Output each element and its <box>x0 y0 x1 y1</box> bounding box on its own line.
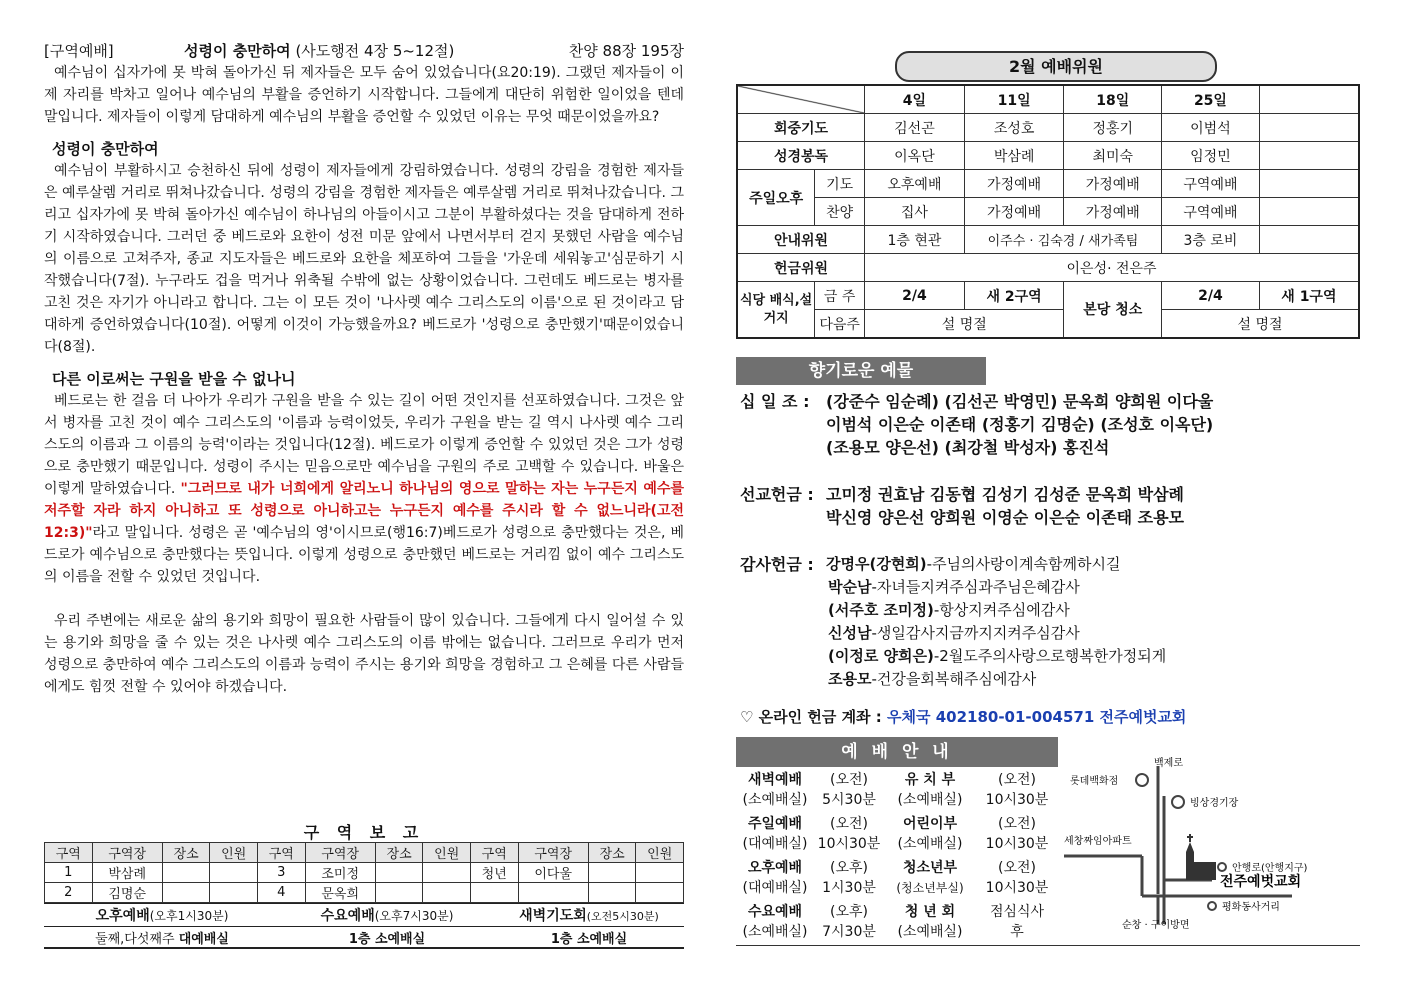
cell: 조미정 <box>305 863 375 883</box>
place-afternoon <box>44 928 280 947</box>
offering-title: 향기로운 예물 <box>736 357 986 385</box>
empty-cell <box>1259 85 1359 114</box>
thanks-label: 감사헌금 : <box>740 555 814 574</box>
col-header: 구역장 <box>92 843 162 863</box>
cell: 설 명절 <box>865 310 1064 339</box>
time: 10시30분 <box>985 880 1049 896</box>
thanks-entry <box>740 599 1360 622</box>
cell <box>518 883 588 903</box>
worship-committee-table <box>736 84 1360 339</box>
cell: 가정예배 <box>1064 170 1162 198</box>
ampm: (오전) <box>998 772 1036 788</box>
row-label: 성경봉독 <box>737 142 865 170</box>
service-name: 오후예배 <box>95 908 150 924</box>
cell: 이범석 <box>1162 114 1260 142</box>
service-name: 새벽기도회 <box>519 908 587 924</box>
cell <box>423 883 471 903</box>
cell: 최미숙 <box>1064 142 1162 170</box>
worship-guide-table <box>736 768 1058 944</box>
table-row <box>736 900 1058 944</box>
sub-label: 찬양 <box>815 198 865 226</box>
district-table <box>44 842 684 903</box>
label-baekje: 백제로 <box>1154 758 1183 769</box>
thanks-section <box>740 553 1360 691</box>
row-label: 주일오후 <box>737 170 815 226</box>
section-label: [구역예배] <box>44 42 114 60</box>
thanks-entry <box>740 668 1360 691</box>
col-header: 구역 <box>257 843 305 863</box>
table-row <box>737 310 1359 339</box>
sermon-paragraph-3 <box>44 390 684 588</box>
ampm: (오후) <box>830 904 868 920</box>
crossing-marker-icon <box>1208 902 1216 910</box>
road-marker-icon <box>1218 863 1226 871</box>
ampm: (오전) <box>830 772 868 788</box>
cell: 박삼례 <box>92 863 162 883</box>
cell: 구역예배 <box>1162 170 1260 198</box>
note: -항상지켜주심에감사 <box>933 601 1070 619</box>
cell: 새 2구역 <box>964 282 1064 310</box>
district-report <box>44 820 684 949</box>
row-label: 안내위원 <box>737 226 865 254</box>
cell <box>814 812 884 856</box>
cell: 이옥단 <box>865 142 965 170</box>
cell: 2 <box>45 883 93 903</box>
col-header: 구역장 <box>518 843 588 863</box>
table-row <box>736 856 1058 900</box>
cell <box>736 768 814 812</box>
sermon-paragraph-2: 예수님이 부활하시고 승천하신 뒤에 성령이 제자들에게 강림하였습니다. 성령의 강림을 경험한 제자들은 예루살렘 거리로 뛰쳐나갔습니다. 성령의 강림을 경험한 제자들은 예루살렘 거리로 뛰쳐나갔습니다. 그리고 십자가에 못 박혀 돌아가신 예수님이 하나님의 아들이시고 그분이 부활하셨다는 것을 담대하게 전하기 시작하였습니다. 그러던 중 베드로와 요한이 성전 미문 앞에서 나면서부터 걷지 못했던 사람을 예수님의 이름으로 고쳐주자, 종교 지도자들은 베드로와 요한을 체포하여 그들을 '가운데 세워놓고'심문하기 시작했습니다(7절). 누구라도 겁을 먹거나 위축될 수밖에 없는 상황이었습니다. 그런데도 베드로는 병자를 고친 것은 자기가 아니라고 합니다. 그는 이 모든 것이 '나사렛 예수 그리스도의 이름'으로 된 것이라고 담대하게 증언하였습니다(10절). 어떻게 이것이 가능했을까요? 베드로가 '성령으로 충만했기'때문이었습니다(8절). <box>44 163 684 355</box>
cell: 집사 <box>865 198 965 226</box>
service-place: (청소년부실) <box>896 881 964 895</box>
tithe-names: (조용모 양은선) (최강철 박성자) 홍진석 <box>826 438 1110 457</box>
mission-section <box>740 483 1360 529</box>
time: 10시30분 <box>985 836 1049 852</box>
table-row <box>737 254 1359 282</box>
col-header: 구역 <box>470 843 518 863</box>
cell <box>375 863 423 883</box>
cell <box>162 863 210 883</box>
service-afternoon <box>44 905 280 925</box>
service-place: (대예배실) <box>742 880 808 896</box>
place-wednesday <box>280 928 494 947</box>
cell <box>884 812 976 856</box>
service-name: 새벽예배 <box>747 772 803 788</box>
col-header: 장소 <box>375 843 423 863</box>
cell <box>423 863 471 883</box>
service-wednesday <box>280 905 494 925</box>
service-name: 청 년 회 <box>904 904 956 920</box>
time: 1시30분 <box>822 880 876 896</box>
col-header: 인원 <box>423 843 471 863</box>
service-time: (오전5시30분) <box>586 910 659 923</box>
paragraph-3-end: 라고 말입니다. 성령은 곧 '예수님의 영'이시므로(행16:7)베드로가 성령으로 충만했다는 것은, 베드로가 예수님으로 충만했다는 뜻입니다. 이렇게 성령으로 충만했던 베드로는 거리낌 없이 예수 그리스도의 이름을 전할 수 있었던 것입니다. <box>44 525 684 585</box>
date-cell: 11일 <box>964 85 1064 114</box>
date-cell: 25일 <box>1162 85 1260 114</box>
cell: 가정예배 <box>1064 198 1162 226</box>
cell <box>588 883 636 903</box>
cell: 가정예배 <box>964 170 1064 198</box>
date-row <box>737 85 1359 114</box>
cell: 새 1구역 <box>1259 282 1359 310</box>
empty-cell <box>1259 198 1359 226</box>
cell <box>470 883 518 903</box>
label-church: 전주예벗교회 <box>1220 874 1302 890</box>
hymn-number: 찬양 88장 195장 <box>568 42 684 60</box>
tithe-line <box>740 390 1360 413</box>
cell: 가정예배 <box>964 198 1064 226</box>
thanks-entry <box>826 553 1120 576</box>
table-row <box>737 170 1359 198</box>
tithe-names: (강준수 임순례) (김선곤 박영민) 문옥희 양희원 이다울 <box>826 392 1214 411</box>
map-drawing <box>1062 746 1360 946</box>
tithe-label: 십 일 조 : <box>740 392 810 411</box>
service-time: (오후7시30분) <box>374 909 454 923</box>
service-times-row <box>44 903 684 926</box>
cell: 2/4 <box>1162 282 1260 310</box>
table-row <box>736 812 1058 856</box>
cell: 조성호 <box>964 114 1064 142</box>
mission-label: 선교헌금 : <box>740 485 814 504</box>
col-header: 장소 <box>588 843 636 863</box>
row-label: 회중기도 <box>737 114 865 142</box>
cell <box>814 856 884 900</box>
service-name: 유 치 부 <box>904 772 956 788</box>
donor: 강명우(강현희) <box>826 555 927 573</box>
worship-guide-title: 예 배 안 내 <box>736 737 1058 767</box>
empty-cell <box>1259 170 1359 198</box>
online-offering <box>740 706 1186 727</box>
church-icon <box>1186 834 1216 880</box>
service-place: (소예배실) <box>897 792 963 808</box>
cell <box>162 883 210 903</box>
table-row <box>45 863 684 883</box>
note: -건강을회복해주심에감사 <box>871 670 1037 688</box>
cell <box>884 900 976 944</box>
place-note: 둘째,다섯째주 <box>95 931 175 947</box>
label-lotte: 롯데백화점 <box>1070 776 1119 787</box>
sermon-subheading-1: 성령이 충만하여 <box>52 140 159 158</box>
note: -자녀들지켜주심과주님은혜감사 <box>871 578 1080 596</box>
cell <box>814 768 884 812</box>
cell: 박삼례 <box>964 142 1064 170</box>
row-label: 본당 청소 <box>1064 282 1162 339</box>
col-header: 구역장 <box>305 843 375 863</box>
time: 7시30분 <box>822 924 876 940</box>
lotte-marker-icon <box>1136 774 1148 786</box>
note: -2월도주의사랑으로행복한가정되게 <box>933 647 1167 665</box>
label-rink: 빙상경기장 <box>1190 798 1239 809</box>
ampm: (오전) <box>998 816 1036 832</box>
sermon-title: 성령이 충만하여 <box>184 42 291 60</box>
service-places-row <box>44 926 684 949</box>
cell: 이은성· 전은주 <box>865 254 1359 282</box>
sermon-paragraph-1: 예수님이 십자가에 못 박혀 돌아가신 뒤 제자들은 모두 숨어 있었습니다(요20:19). 그랬던 제자들이 이제 자리를 박차고 일어나 예수님의 부활을 증언하기 시작합니다. 그들에게 대단히 위험한 일이었을 텐데 말입니다. 제자들이 이렇게 담대하게 예수님의 부활을 증언할 수 있었던 이유는 무엇 때문이었을까요? <box>44 65 684 125</box>
cell <box>976 768 1058 812</box>
col-header: 인원 <box>210 843 258 863</box>
time: 10시30분 <box>817 836 881 852</box>
cell <box>976 812 1058 856</box>
service-name: 수요예배 <box>320 908 375 924</box>
place: 1층 소예배실 <box>348 931 426 947</box>
sub-label: 다음주 <box>815 310 865 339</box>
service-name: 주일예배 <box>747 816 803 832</box>
mission-line <box>740 483 1360 506</box>
district-report-title: 구 역 보 고 <box>303 823 425 842</box>
ampm: (오전) <box>998 860 1036 876</box>
lunch-note-2: 후 <box>1010 924 1024 940</box>
lunch-note: 점심식사 <box>989 904 1045 920</box>
bible-quote: "그러므로 내가 너희에게 알리노니 하나님의 영으로 말하는 자는 누구든지 예수를 저주할 자라 하지 아니하고 또 성령으로 아니하고는 누구든지 예수를 주시라 할 수 없느니라(고전12:3)" <box>44 481 684 541</box>
cell: 3층 로비 <box>1162 226 1260 254</box>
table-row <box>736 768 1058 812</box>
place: 1층 소예배실 <box>550 931 628 947</box>
donor: 조용모 <box>828 670 872 688</box>
service-name: 수요예배 <box>747 904 803 920</box>
service-name: 어린이부 <box>902 816 958 832</box>
col-header: 장소 <box>162 843 210 863</box>
cell: 김명순 <box>92 883 162 903</box>
cell: 이주수 · 김숙경 / 새가족팀 <box>964 226 1161 254</box>
sermon-subheading-2: 다른 이로써는 구원을 받을 수 없나니 <box>52 370 296 388</box>
thanks-entry <box>740 645 1360 668</box>
online-label: ♡ 온라인 헌금 계좌 : <box>740 708 882 726</box>
location-map <box>1062 746 1360 946</box>
row-label: 식당 배식,설거지 <box>737 282 815 339</box>
sub-label: 금 주 <box>815 282 865 310</box>
district-header-row <box>45 843 684 863</box>
cell <box>210 863 258 883</box>
cell: 2/4 <box>865 282 965 310</box>
row-label: 헌금위원 <box>737 254 865 282</box>
cell <box>976 856 1058 900</box>
table-row <box>737 142 1359 170</box>
cell: 김선곤 <box>865 114 965 142</box>
service-dawn <box>494 905 684 925</box>
label-south: 순창 · 구이방면 <box>1122 920 1190 931</box>
donor: (이정로 양희은) <box>828 647 934 665</box>
service-place: (대예배실) <box>742 836 808 852</box>
cell <box>636 863 684 883</box>
cell <box>636 883 684 903</box>
table-row <box>45 883 684 903</box>
sermon-section <box>44 40 684 698</box>
tithe-section <box>740 390 1360 459</box>
note: -주님의사랑이계속함께하시길 <box>926 555 1121 573</box>
cell <box>736 856 814 900</box>
service-place: (소예배실) <box>897 924 963 940</box>
cell: 1층 현관 <box>865 226 965 254</box>
label-crossing: 평화동사거리 <box>1222 902 1280 913</box>
ampm: (오전) <box>830 816 868 832</box>
table-row <box>737 198 1359 226</box>
cell <box>736 812 814 856</box>
cell: 이다울 <box>518 863 588 883</box>
cell <box>814 900 884 944</box>
note: -생일감사지금까지지켜주심감사 <box>871 624 1080 642</box>
col-header: 구역 <box>45 843 93 863</box>
thanks-line <box>740 553 1360 576</box>
service-time: (오후1시30분) <box>149 909 229 923</box>
ampm: (오후) <box>830 860 868 876</box>
cell: 설 명절 <box>1162 310 1359 339</box>
cell: 1 <box>45 863 93 883</box>
cell: 정홍기 <box>1064 114 1162 142</box>
service-place: (소예배실) <box>742 792 808 808</box>
cell: 구역예배 <box>1162 198 1260 226</box>
empty-cell <box>1259 226 1359 254</box>
cell <box>210 883 258 903</box>
place-dawn <box>494 928 684 947</box>
cell <box>375 883 423 903</box>
place: 대예배실 <box>178 931 229 947</box>
bank-account: 우체국 402180-01-004571 전주예벗교회 <box>887 708 1187 726</box>
time: 10시30분 <box>985 792 1049 808</box>
worship-committee-title: 2월 예배위원 <box>895 51 1217 82</box>
donor: (서주호 조미정) <box>828 601 934 619</box>
cell <box>884 768 976 812</box>
thanks-entry <box>740 576 1360 599</box>
date-cell: 18일 <box>1064 85 1162 114</box>
cell <box>976 900 1058 944</box>
thanks-entry <box>740 622 1360 645</box>
sub-label: 기도 <box>815 170 865 198</box>
service-name: 오후예배 <box>747 860 803 876</box>
scripture-ref: (사도행전 4장 5~12절) <box>295 42 455 60</box>
mission-names: 고미정 권효남 김동협 김성기 김성준 문옥희 박삼례 <box>826 485 1184 504</box>
donor: 박순남 <box>828 578 872 596</box>
mission-names: 박신영 양은선 양희원 이영순 이은순 이존태 조용모 <box>826 508 1184 527</box>
service-place: (소예배실) <box>897 836 963 852</box>
corner-cell <box>737 85 865 114</box>
col-header: 인원 <box>636 843 684 863</box>
cell <box>736 900 814 944</box>
label-anhaeng-road: 안행로(안행지구) <box>1232 863 1308 874</box>
sermon-paragraph-4: 우리 주변에는 새로운 삶의 용기와 희망이 필요한 사람들이 많이 있습니다. 그들에게 다시 일어설 수 있는 용기와 희망을 줄 수 있는 것은 나사렛 예수 그리스도의 이름 밖에는 없습니다. 그러므로 우리가 먼저 성령으로 충만하여 예수 그리스도의 이름과 능력이 주시는 용기와 희망을 경험하고 그 은혜를 다른 사람들에게도 힘껏 전할 수 있어야 하겠습니다. <box>44 613 684 695</box>
cell <box>588 863 636 883</box>
service-place: (소예배실) <box>742 924 808 940</box>
rink-marker-icon <box>1172 796 1184 808</box>
cell: 청년 <box>470 863 518 883</box>
cell: 오후예배 <box>865 170 965 198</box>
cell: 임정민 <box>1162 142 1260 170</box>
cell: 4 <box>257 883 305 903</box>
cell: 3 <box>257 863 305 883</box>
donor: 신성남 <box>828 624 872 642</box>
time: 5시30분 <box>822 792 876 808</box>
cell <box>884 856 976 900</box>
empty-cell <box>1259 114 1359 142</box>
table-row <box>737 282 1359 310</box>
date-cell: 4일 <box>865 85 965 114</box>
table-row <box>737 226 1359 254</box>
label-apartment: 세창짜임아파트 <box>1064 836 1132 847</box>
cell: 문옥희 <box>305 883 375 903</box>
sermon-title-line <box>184 40 544 62</box>
tithe-names: 이범석 이은순 이존태 (정홍기 김명순) (조성호 이옥단) <box>826 415 1214 434</box>
paragraph-3-start: 베드로는 한 걸음 더 나아가 우리가 구원을 받을 수 있는 길이 어떤 것인지를 선포하였습니다. 그것은 앞서 병자를 고친 것이 예수 그리스도의 '이름과 능력이었듯, 우리가 구원을 받는 길 역시 나사렛 예수 그리스도의 이름과 그 이름의 능력'이라는 것입니다(12절). 베드로가 이렇게 증언할 수 있었던 것은 그가 성령으로 충만했기 때문입니다. 성령이 주시는 믿음으로만 예수님을 구원의 주로 고백할 수 있습니다. 바울은 이렇게 말하였습니다. <box>44 393 684 497</box>
sermon-header <box>44 40 684 62</box>
service-name: 청소년부 <box>902 860 958 876</box>
empty-cell <box>1259 142 1359 170</box>
table-row <box>737 114 1359 142</box>
